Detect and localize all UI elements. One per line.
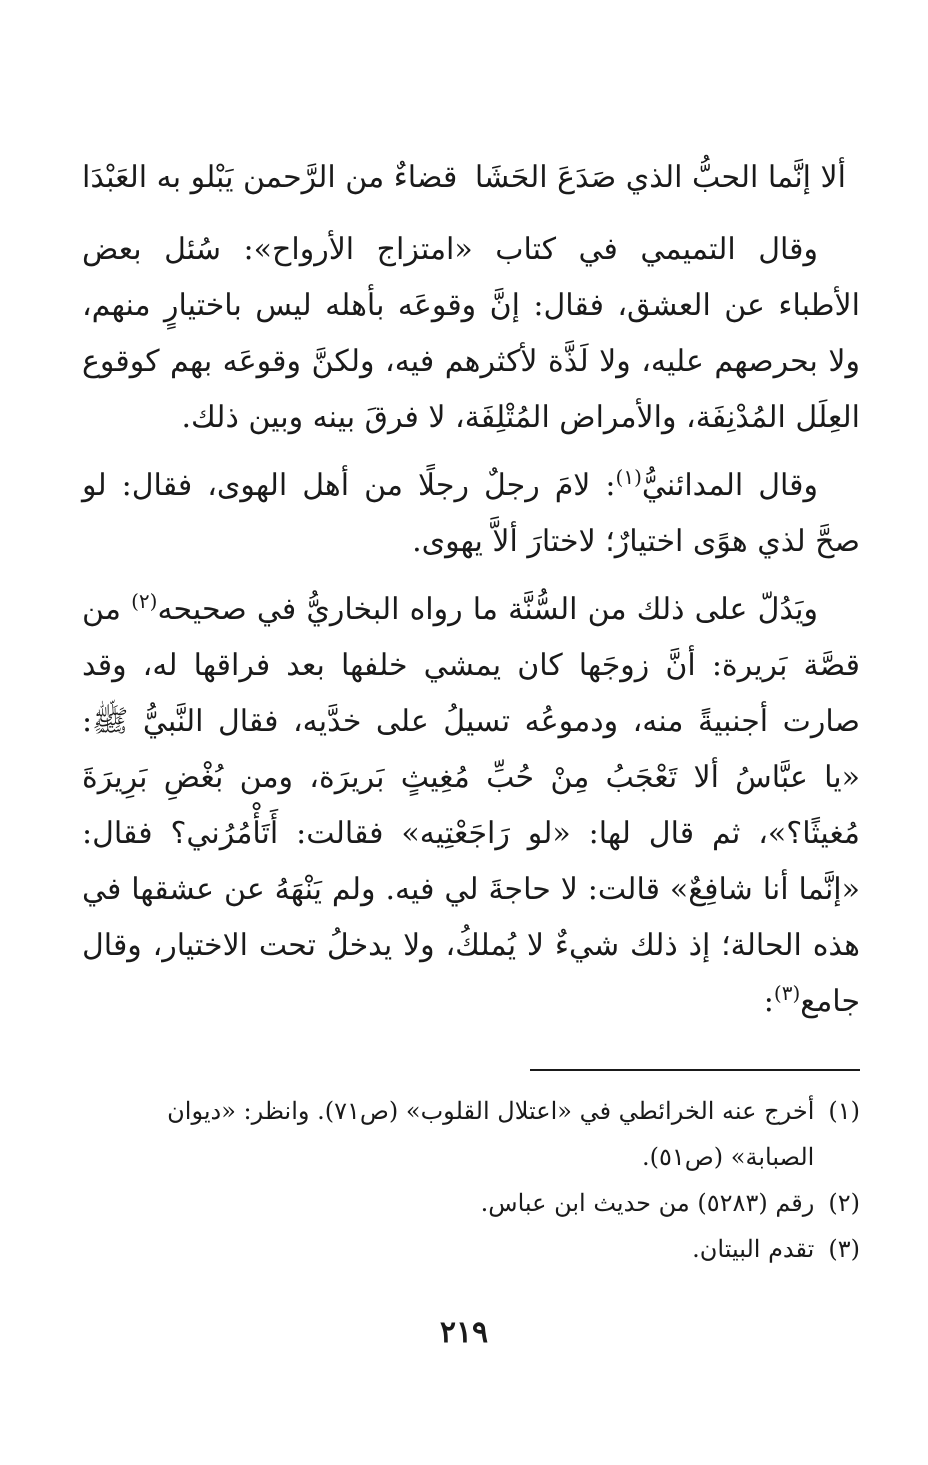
footnote-number: (١) (828, 1097, 860, 1125)
footnotes (82, 1088, 860, 1272)
main-text (82, 222, 860, 1042)
footnote-text: تقدم البيتان. (692, 1235, 815, 1263)
footnote-marker-1[interactable]: (١) (615, 465, 642, 489)
footnote-marker-2[interactable]: (٢) (131, 589, 158, 613)
paragraph-bukhari (82, 582, 860, 1030)
paragraph-madaini (82, 458, 860, 570)
footnote-number: (٢) (828, 1189, 860, 1217)
verse-second-hemistich: قضاءٌ من الرَّحمن يَبْلو به العَبْدَا (82, 160, 458, 195)
paragraph-tamimi (82, 222, 860, 446)
paragraph-text: وقال المدائنيُّ (641, 468, 818, 503)
paragraph-text: من قصَّة بَريرة: أنَّ زوجَها كان يمشي خلفها بعد فراقها له، وقد صارت أجنبيةً منه، ودموعُه تسيلُ على خدَّيه، فقال النَّبيُّ ﷺ: «يا عبَّاسُ ألا تَعْجَبُ مِنْ حُبِّ مُغِيثٍ بَريرَة، ومن بُغْضِ بَرِيرَةَ مُغيثًا؟»، ثم قال لها: «لو رَاجَعْتِيه» فقالت: أَتَأْمُرُني؟ فقال: «إنَّما أنا شافِعٌ» قالت: لا حاجةَ لي فيه. ولم يَنْهَهُ عن عشقها في هذه الحالة؛ إذ ذلك شيءٌ لا يُملكُ، ولا يدخلُ تحت الاختيار، وقال جامع (82, 592, 860, 1019)
footnote-1 (82, 1088, 860, 1180)
footnote-marker-3[interactable]: (٣) (773, 981, 801, 1005)
paragraph-text: وقال التميمي في كتاب «امتزاج الأرواح»: سُئل بعض الأطباء عن العشق، فقال: إنَّ وقوعَه بأهله ليس باختيارٍ منهم، ولا بحرصهم عليه، ولا لَذَّة لأكثرهم فيه، ولكنَّ وقوعَه بهم كوقوع العِلَل المُدْنِفَة، والأمراض المُتْلِفَة، لا فرقَ بينه وبين ذلك. (82, 232, 860, 435)
verse-first-hemistich: ألا إنَّما الحبُّ الذي صَدَعَ الحَشَا (474, 160, 846, 195)
page-number: ٢١٩ (439, 1315, 489, 1350)
footnote-text: رقم (٥٢٨٣) من حديث ابن عباس. (480, 1189, 815, 1217)
poetry-verse (82, 150, 846, 206)
footnote-divider (530, 1069, 860, 1071)
paragraph-text: : (763, 984, 774, 1019)
paragraph-text: ويَدُلّ على ذلك من السُّنَّة ما رواه البخاريُّ في صحيحه (157, 592, 818, 627)
footnote-number: (٣) (828, 1235, 860, 1263)
footnote-text: أخرج عنه الخرائطي في «اعتلال القلوب» (ص٧١). وانظر: «ديوان الصبابة» (ص٥١). (167, 1097, 815, 1171)
footnote-2 (82, 1180, 860, 1226)
paragraph-text: : لامَ رجلٌ رجلًا من أهل الهوى، فقال: لو صحَّ لذي هوًى اختيارٌ؛ لاختارَ ألاَّ يهوى. (82, 468, 860, 559)
footnote-3 (82, 1226, 860, 1272)
